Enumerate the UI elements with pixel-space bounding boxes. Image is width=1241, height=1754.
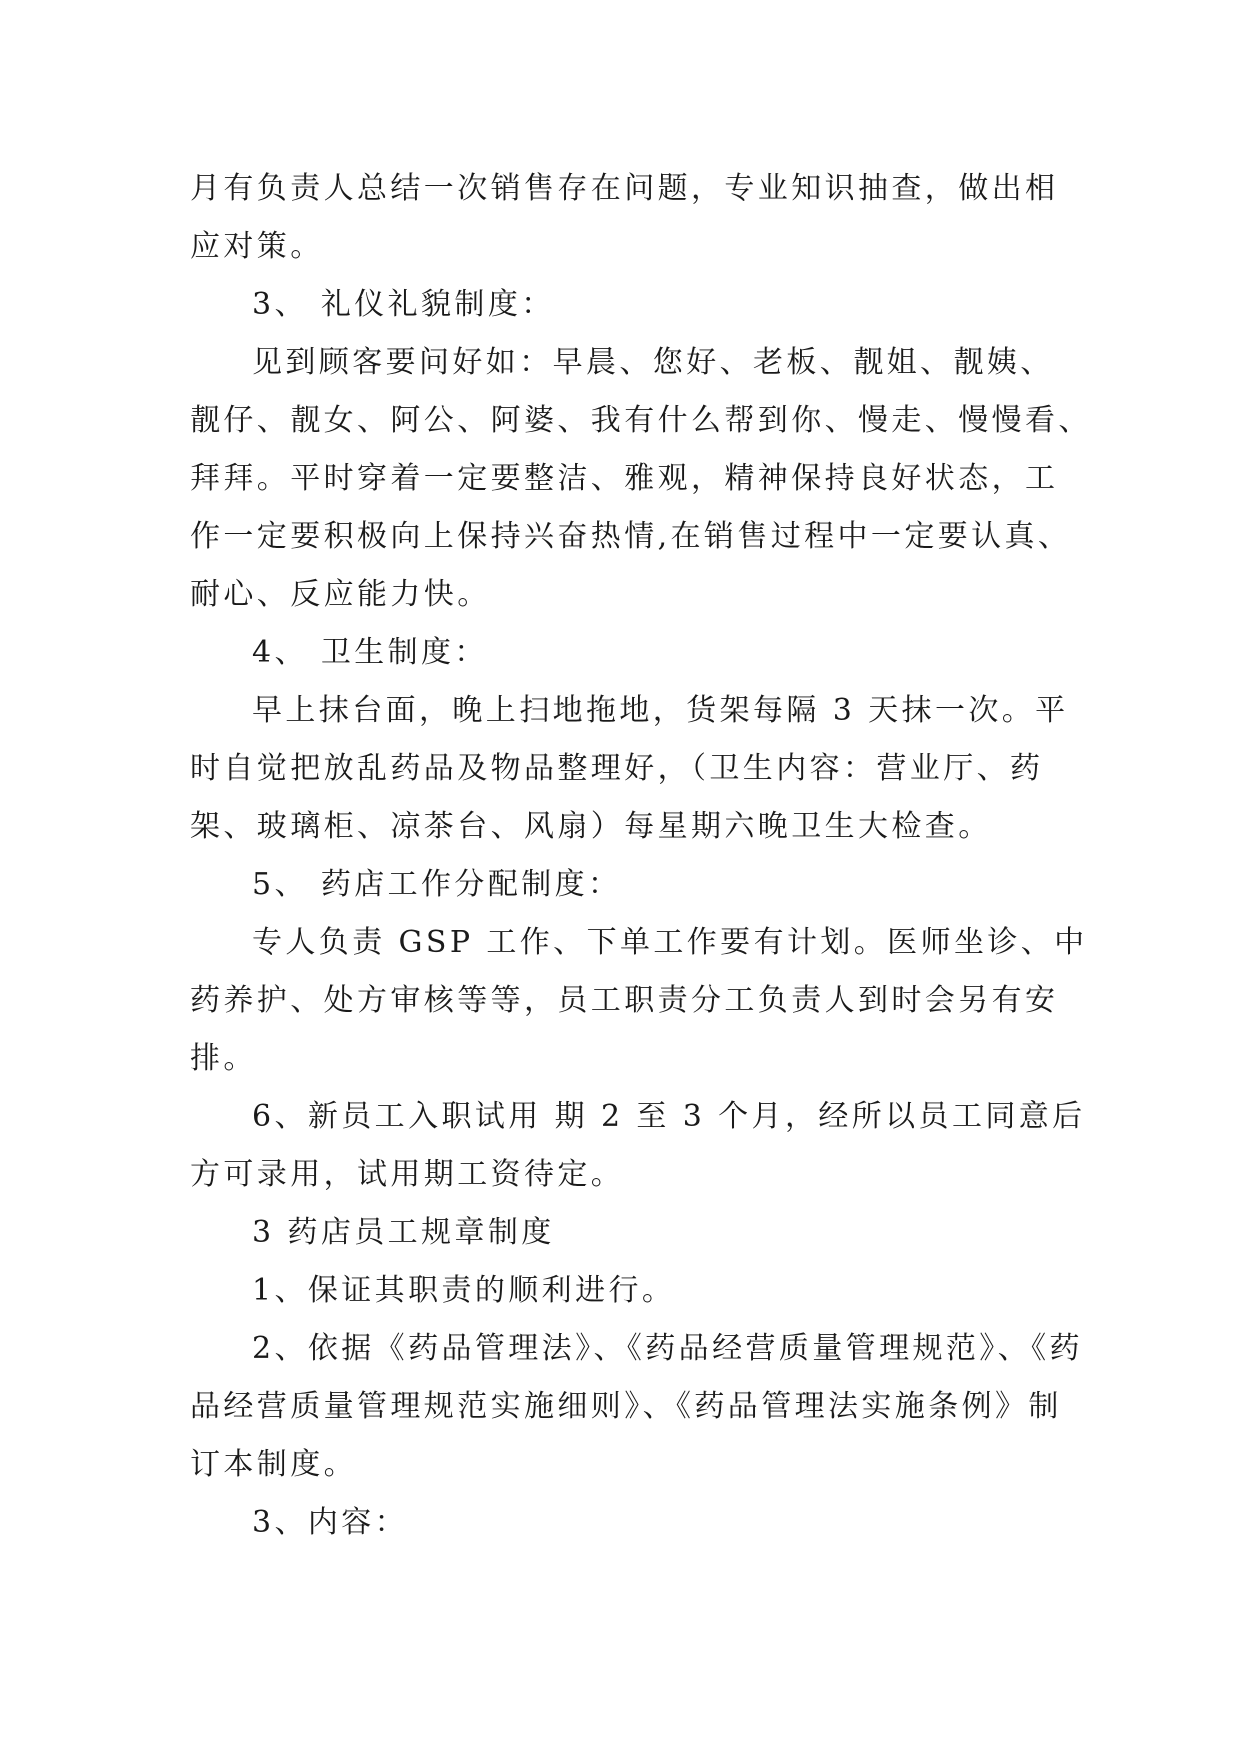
section-heading-etiquette: 3、 礼仪礼貌制度： — [252, 287, 555, 322]
section-heading-work-assignment: 5、 药店工作分配制度： — [252, 867, 622, 902]
paragraph-line: 方可录用，试用期工资待定。 — [190, 1157, 625, 1192]
section-heading-hygiene: 4、 卫生制度： — [252, 635, 488, 670]
paragraph-line: 架、玻璃柜、凉茶台、风扇）每星期六晚卫生大检查。 — [190, 809, 992, 844]
paragraph-line: 时自觉把放乱药品及物品整理好，（卫生内容：营业厅、药 — [190, 751, 1044, 786]
paragraph-line: 见到顾客要问好如：早晨、您好、老板、靓姐、靓姨、 — [252, 345, 1054, 380]
paragraph-line: 6、新员工入职试用 期 2 至 3 个月，经所以员工同意后 — [252, 1099, 1086, 1134]
paragraph-line: 月有负责人总结一次销售存在问题，专业知识抽查，做出相 — [190, 171, 1059, 206]
paragraph-line: 拜拜。平时穿着一定要整洁、雅观，精神保持良好状态，工 — [190, 461, 1059, 496]
paragraph-line: 应对策。 — [190, 229, 324, 264]
paragraph-line: 靓仔、靓女、阿公、阿婆、我有什么帮到你、慢走、慢慢看、 — [190, 403, 1092, 438]
paragraph-line: 2、依据《药品管理法》、《药品经营质量管理规范》、《药 — [252, 1331, 1083, 1366]
section-heading-content: 3、内容： — [252, 1505, 409, 1540]
paragraph-line: 品经营质量管理规范实施细则》、《药品管理法实施条例》制 — [190, 1389, 1062, 1424]
paragraph-line: 订本制度。 — [190, 1447, 357, 1482]
paragraph-line: 排。 — [190, 1041, 257, 1076]
paragraph-line: 药养护、处方审核等等，员工职责分工负责人到时会另有安 — [190, 983, 1059, 1018]
paragraph-line: 作一定要积极向上保持兴奋热情,在销售过程中一定要认真、 — [190, 519, 1072, 554]
paragraph-line: 耐心、反应能力快。 — [190, 577, 491, 612]
section-title-staff-rules: 3 药店员工规章制度 — [252, 1215, 555, 1250]
paragraph-line: 早上抹台面，晚上扫地拖地，货架每隔 3 天抹一次。平 — [252, 693, 1069, 728]
document-body — [190, 160, 1092, 1552]
paragraph-line: 1、保证其职责的顺利进行。 — [252, 1273, 676, 1308]
paragraph-line: 专人负责 GSP 工作、下单工作要有计划。医师坐诊、中 — [252, 925, 1088, 960]
